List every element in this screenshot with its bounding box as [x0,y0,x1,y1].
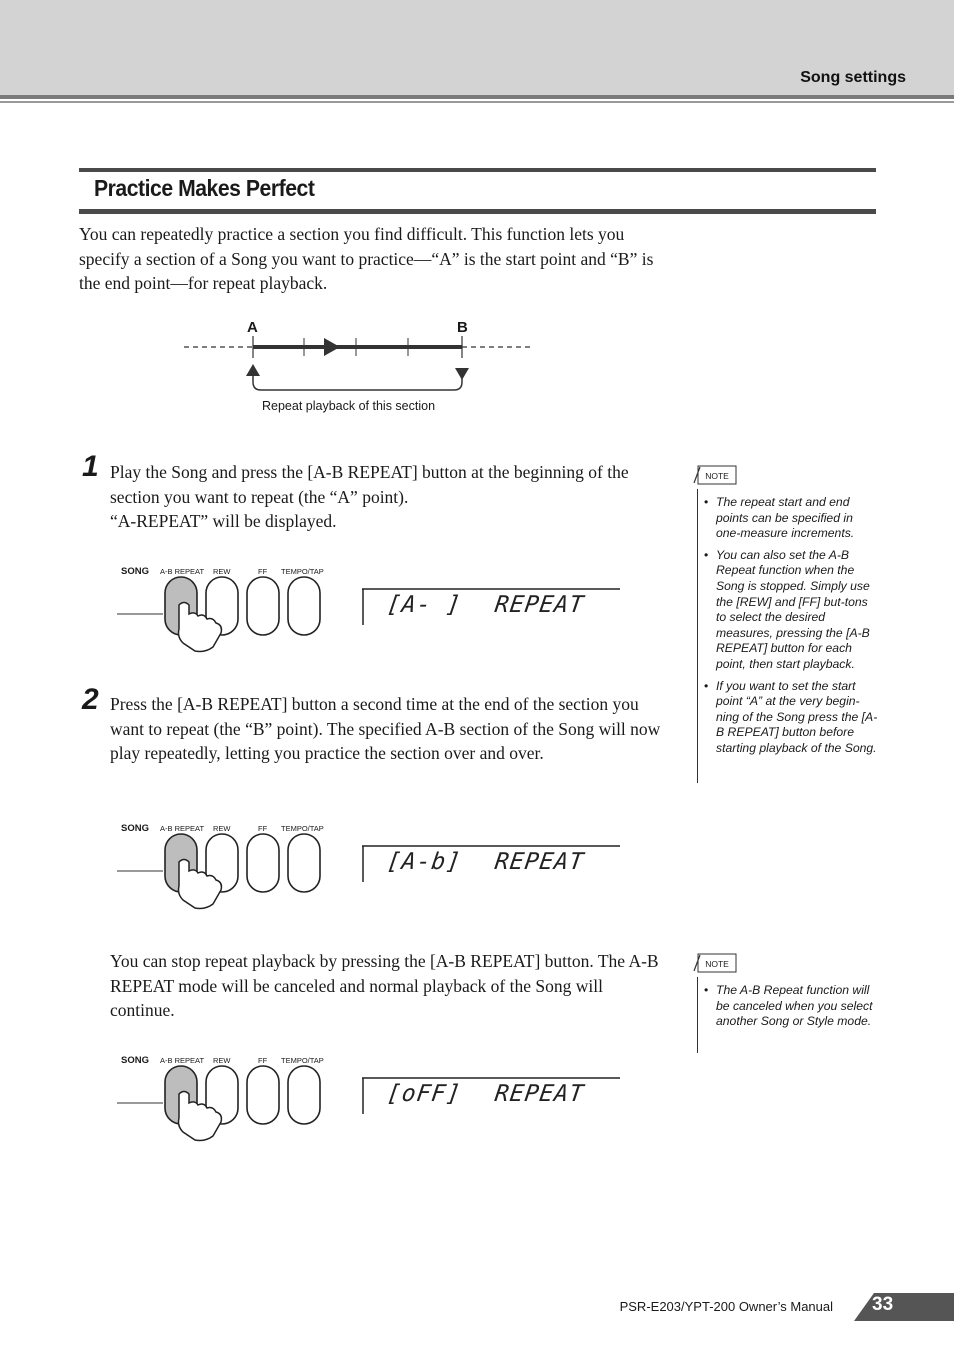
ab-repeat-label: A-B REPEAT [160,824,205,833]
note-list [704,983,878,1036]
step-2-number: 2 [82,683,99,716]
note-icon-label: NOTE [705,471,729,481]
lcd-mode: REPEAT [493,849,586,875]
note-icon [692,951,738,975]
point-b-label: B [457,319,468,336]
note-icon [692,463,738,487]
rew-label: REW [213,567,231,576]
step-1-text: Play the Song and press the [A-B REPEAT] button at the beginning of the section you want to repeat (the “A” point). “A-REPEAT” will be displayed. [110,462,629,531]
song-label: SONG [121,566,149,577]
page-title: Practice Makes Perfect [94,175,315,201]
intro-paragraph: You can repeatedly practice a section you find difficult. This function lets you specify a section of a Song you want to practice—“A” is the start point and “B” is the end point—for repeat playback. [79,224,654,293]
header-rule [0,95,954,99]
ab-repeat-diagram [180,316,540,426]
tempo-tap-label: TEMPO/TAP [281,567,324,576]
note-item: • The A-B Repeat function will be canceled when you select another Song or Style mode. [704,983,878,1030]
lcd-value: [A-b] [385,849,464,875]
note-item: • If you want to set the start point “A” at the very begin-ning of the Song press the [A-B REPEAT] button before starting playback of the Song. [704,679,878,757]
page-number: 33 [872,1294,894,1315]
panel-step-1 [117,563,637,663]
header-rule-thin [0,101,954,103]
panel-step-2 [117,820,637,920]
section-name: Song settings [800,69,906,86]
title-rule-bottom [79,209,876,214]
note-box-1 [692,463,882,783]
song-label: SONG [121,1055,149,1066]
lcd-mode: REPEAT [493,1081,586,1107]
note-item: • You can also set the A-B Repeat function when the Song is stopped. Simply use the [REW] and [FF] but-tons to select the desired measures, pressing the [A-B REPEAT] button for each point, then start playback. [704,548,878,673]
note-list [704,495,878,763]
point-a-label: A [247,319,258,336]
song-label: SONG [121,823,149,834]
panel-stop [117,1052,637,1152]
note-box-2 [692,951,882,1056]
note-icon-label: NOTE [705,959,729,969]
ff-label: FF [258,567,268,576]
note-divider [697,977,698,1053]
ab-repeat-label: A-B REPEAT [160,567,205,576]
page-number-tab [854,1293,954,1321]
lcd-mode: REPEAT [493,592,586,618]
lcd-value: [A- ] [385,592,464,618]
tempo-tap-label: TEMPO/TAP [281,1056,324,1065]
ff-label: FF [258,824,268,833]
step-1-number: 1 [82,450,99,483]
diagram-caption: Repeat playback of this section [262,399,436,413]
ab-timeline-graphic [180,316,540,396]
ff-label: FF [258,1056,268,1065]
note-divider [697,489,698,783]
note-item: • The repeat start and end points can be specified in one-measure increments. [704,495,878,542]
ab-repeat-label: A-B REPEAT [160,1056,205,1065]
step-2-text: Press the [A-B REPEAT] button a second time at the end of the section you want to repeat (the “B” point). The specified A-B section of the Song will now play repeatedly, letting you practice the section over and over. [110,694,661,763]
lcd-value: [oFF] [385,1081,464,1107]
rew-label: REW [213,1056,231,1065]
rew-label: REW [213,824,231,833]
stop-paragraph: You can stop repeat playback by pressing the [A-B REPEAT] button. The A-B REPEAT mode will be canceled and normal playback of the Song will continue. [110,951,659,1020]
tempo-tap-label: TEMPO/TAP [281,824,324,833]
footer-manual-title: PSR-E203/YPT-200 Owner’s Manual [619,1299,833,1314]
